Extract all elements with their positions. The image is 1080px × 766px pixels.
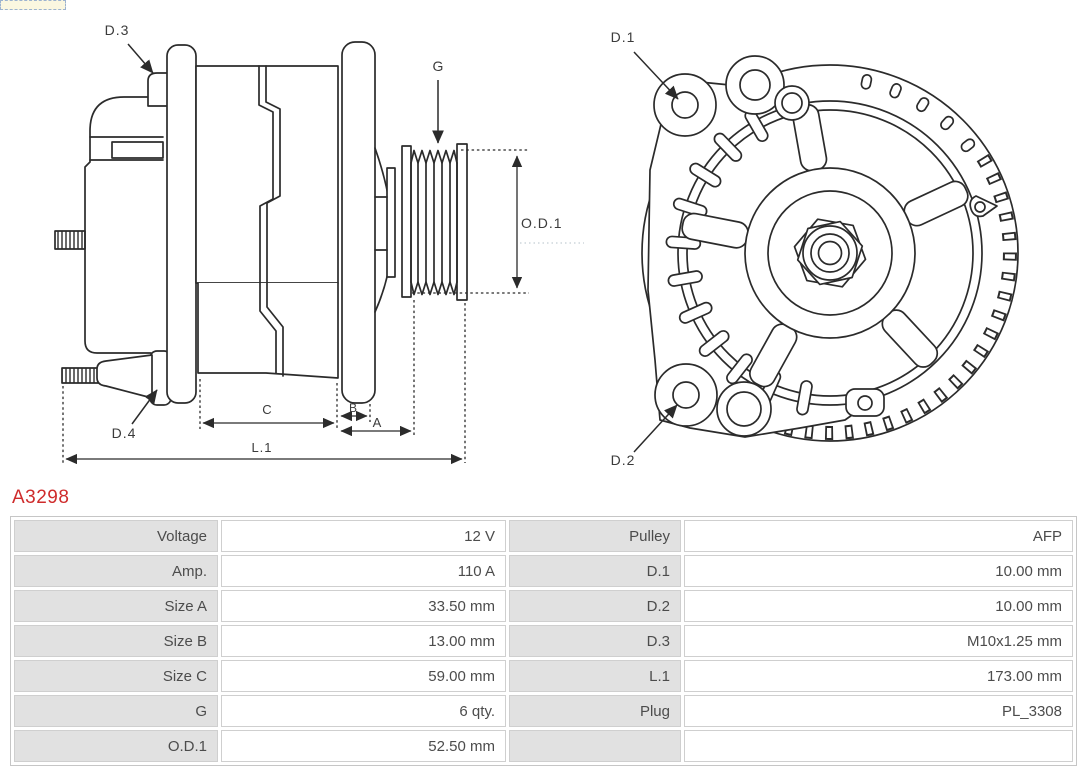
spec-value: 173.00 mm xyxy=(684,660,1073,692)
label-b: B xyxy=(348,401,358,415)
terminal-stud xyxy=(55,231,85,249)
table-row xyxy=(14,730,1073,762)
spec-value: PL_3308 xyxy=(684,695,1073,727)
spec-value: 52.50 mm xyxy=(221,730,506,762)
front-bracket xyxy=(342,42,375,403)
lower-stud xyxy=(62,368,100,383)
pulley-flange-right xyxy=(457,144,467,300)
spec-value: 6 qty. xyxy=(221,695,506,727)
spec-table xyxy=(10,516,1077,766)
label-c: C xyxy=(262,402,272,417)
d2-arrow xyxy=(634,405,677,452)
d3-arrow xyxy=(128,44,153,73)
spec-value: M10x1.25 mm xyxy=(684,625,1073,657)
d3-lug xyxy=(148,73,167,106)
spec-value: 33.50 mm xyxy=(221,590,506,622)
spec-value: 13.00 mm xyxy=(221,625,506,657)
label-a: A xyxy=(372,415,382,430)
spec-value: 10.00 mm xyxy=(684,555,1073,587)
table-row xyxy=(14,695,1073,727)
shaft xyxy=(387,168,395,277)
spec-label: Size A xyxy=(14,590,218,622)
spec-label: D.2 xyxy=(509,590,681,622)
table-row xyxy=(14,520,1073,552)
spec-value: 12 V xyxy=(221,520,506,552)
rear-housing-slot xyxy=(112,142,163,158)
rear-housing xyxy=(85,97,167,353)
label-od1: O.D.1 xyxy=(521,215,563,231)
spec-value: 10.00 mm xyxy=(684,590,1073,622)
spec-value: AFP xyxy=(684,520,1073,552)
table-row xyxy=(14,625,1073,657)
label-d4: D.4 xyxy=(111,425,137,441)
table-row xyxy=(14,660,1073,692)
spec-label: L.1 xyxy=(509,660,681,692)
spec-label: Size C xyxy=(14,660,218,692)
front-view-drawing xyxy=(642,56,1018,441)
spec-label: O.D.1 xyxy=(14,730,218,762)
spec-label: D.1 xyxy=(509,555,681,587)
pulley-grooves-top xyxy=(411,151,457,164)
spec-label: Plug xyxy=(509,695,681,727)
table-row xyxy=(14,590,1073,622)
part-number[interactable]: A3298 xyxy=(12,487,70,508)
pulley-flange-left xyxy=(402,146,411,297)
spec-value: 59.00 mm xyxy=(221,660,506,692)
label-d3: D.3 xyxy=(104,22,130,38)
spec-label: Amp. xyxy=(14,555,218,587)
spec-label: G xyxy=(14,695,218,727)
spec-label: Size B xyxy=(14,625,218,657)
spec-label: D.3 xyxy=(509,625,681,657)
label-d1: D.1 xyxy=(610,29,636,45)
label-g: G xyxy=(432,58,444,74)
hole-d2 xyxy=(673,382,699,408)
spec-value xyxy=(684,730,1073,762)
d4-plug xyxy=(97,355,152,398)
body-foot xyxy=(198,283,338,378)
mounting-flange xyxy=(167,45,196,403)
label-d2: D.2 xyxy=(610,452,636,468)
side-view-drawing xyxy=(55,42,467,405)
spec-label: Voltage xyxy=(14,520,218,552)
spec-label: Pulley xyxy=(509,520,681,552)
table-row xyxy=(14,555,1073,587)
label-l1: L.1 xyxy=(251,440,273,455)
spec-value: 110 A xyxy=(221,555,506,587)
spec-label xyxy=(509,730,681,762)
